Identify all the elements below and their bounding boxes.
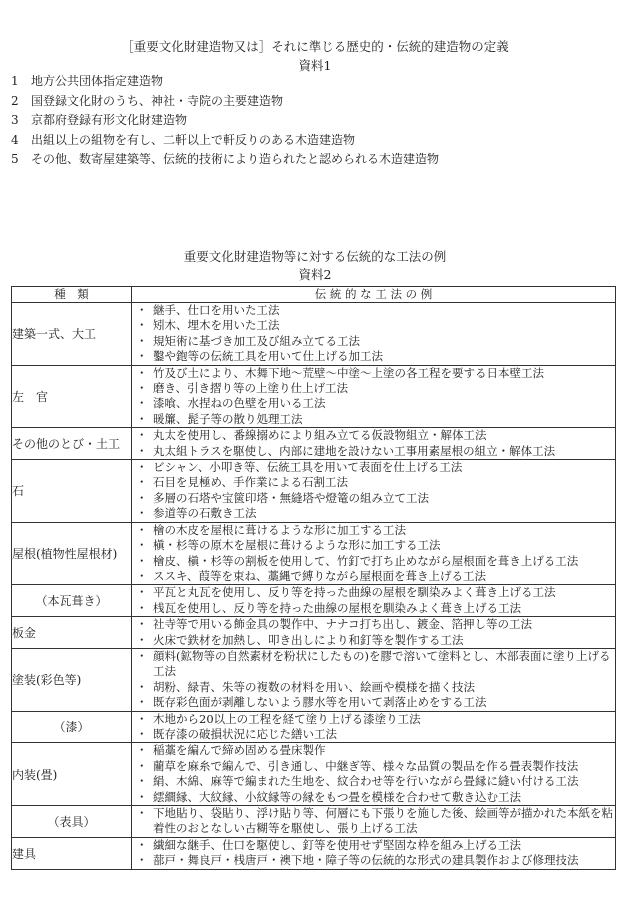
table-row <box>12 585 616 617</box>
definition-item <box>11 150 439 170</box>
method-item: ・ 規矩術に基づき加工及び組み立てる工法 <box>132 334 615 349</box>
definition-item-number: 4 <box>11 132 19 147</box>
method-item: ・ 継手、仕口を用いた工法 <box>132 303 615 318</box>
method-list <box>132 838 615 869</box>
method-cell <box>132 303 616 366</box>
method-item: ・ 暖簾、髭子等の散り処理工法 <box>132 412 615 427</box>
method-item: ・ 繧繝縁、大紋縁、小紋縁等の縁をもつ畳を模様を合わせて敷き込む工法 <box>132 790 615 805</box>
method-list <box>132 523 615 585</box>
method-list <box>132 712 615 743</box>
method-item: ・ 漆喰、水捏ねの色壁を用いる工法 <box>132 396 615 411</box>
category-cell: 板金 <box>12 617 132 649</box>
method-item: ・ 蔀戸・舞良戸・桟唐戸・襖下地・障子等の伝統的な形式の建具製作および修理技法 <box>132 853 615 868</box>
method-item: ・ 桟瓦を使用し、反り等を持った曲線の屋根を馴染みよく葺き上げる工法 <box>132 601 615 616</box>
table-row <box>12 648 616 711</box>
definition-item-text: 地方公共団体指定建造物 <box>31 74 164 88</box>
method-list <box>132 617 615 648</box>
category-cell: 建築一式、大工 <box>12 303 132 366</box>
method-item: ・ 下地貼り、袋貼り、浮け貼り等、何層にも下張りを施した後、絵画等が描かれた本紙を粘着性のおとなしい古糊等を駆使し、張り上げる工法 <box>132 806 615 837</box>
method-cell <box>132 460 616 523</box>
definition-item <box>11 131 439 151</box>
method-item: ・ 竹及び土により、木舞下地～荒壁～中塗～上塗の各工程を要する日本壁工法 <box>132 366 615 381</box>
method-cell <box>132 806 616 838</box>
method-cell <box>132 648 616 711</box>
definition-item-text: 出組以上の組物を有し、二軒以上で軒反りのある木造建造物 <box>31 132 356 147</box>
method-cell <box>132 743 616 806</box>
method-item: ・ 藺草を麻糸で編んで、引き通し、中継ぎ等、様々な品質の製品を作る畳表製作技法 <box>132 759 615 774</box>
category-cell: （漆） <box>12 711 132 743</box>
method-cell <box>132 837 616 869</box>
method-item: ・ 多層の石塔や宝篋印塔・無縫塔や燈篭の組み立て工法 <box>132 491 615 506</box>
method-item: ・ ビシャン、小叩き等、伝統工具を用いて表面を仕上げる工法 <box>132 460 615 475</box>
method-list <box>132 460 615 522</box>
definition-item-number: 2 <box>11 93 19 108</box>
header-method: 伝 統 的 な 工 法 の 例 <box>132 287 616 303</box>
category-cell: 塗装(彩色等) <box>12 648 132 711</box>
table-row <box>12 743 616 806</box>
category-cell: その他のとび・土工 <box>12 428 132 460</box>
category-cell: （本瓦葺き） <box>12 585 132 617</box>
definition-item-text: 国登録文化財のうち、神社・寺院の主要建造物 <box>31 93 284 108</box>
method-item: ・ 矧木、埋木を用いた工法 <box>132 318 615 333</box>
method-list <box>132 806 615 837</box>
method-item: ・ 石目を見極め、手作業による石割工法 <box>132 475 615 490</box>
method-item: ・ 顔料(鉱物等の自然素材を粉状にしたもの)を膠で溶いて塗料とし、木部表面に塗り上げる工法 <box>132 649 615 680</box>
method-cell <box>132 522 616 585</box>
method-item: ・ 既存彩色面が剥離しないよう膠水等を用いて剥落止めをする工法 <box>132 695 615 710</box>
method-item: ・ 木地から20以上の工程を経て塗り上げる漆塗り工法 <box>132 712 615 727</box>
method-cell <box>132 617 616 649</box>
method-list <box>132 303 615 365</box>
definition-item <box>11 72 439 92</box>
method-item: ・ 社寺等で用いる飾金具の製作中、ナナコ打ち出し、鍍金、箔押し等の工法 <box>132 617 615 632</box>
table-row <box>12 522 616 585</box>
method-item: ・ 胡粉、緑青、朱等の複数の材料を用い、絵画や模様を描く技法 <box>132 680 615 695</box>
definition-item-text: 京都府登録有形文化財建造物 <box>31 113 188 128</box>
method-item: ・ 丸太を使用し、番線搦めにより組み立てる仮設物組立・解体工法 <box>132 428 615 443</box>
category-cell: 屋根(植物性屋根材) <box>12 522 132 585</box>
definition-item-text: その他、数寄屋建築等、伝統的技術により造られたと認められる木造建造物 <box>31 152 440 167</box>
method-item: ・ 檜の木皮を屋根に葺けるような形に加工する工法 <box>132 523 615 538</box>
method-item: ・ 槇・杉等の原木を屋根に葺けるような形に加工する工法 <box>132 538 615 553</box>
header-category: 種 類 <box>12 287 132 303</box>
definition-label: 資料1 <box>298 58 332 73</box>
method-cell <box>132 365 616 428</box>
method-item: ・ 火床で鉄材を加熱し、叩き出しにより和釘等を製作する工法 <box>132 633 615 648</box>
method-cell <box>132 428 616 460</box>
category-cell: 左 官 <box>12 365 132 428</box>
method-list <box>132 585 615 616</box>
method-list <box>132 428 615 459</box>
method-item: ・ 檜皮、槇・杉等の割板を使用して、竹釘で打ち止めながら屋根面を葺き上げる工法 <box>132 554 615 569</box>
method-item: ・ 参道等の石敷き工法 <box>132 506 615 521</box>
methods-label: 資料2 <box>298 267 332 282</box>
category-cell: 内装(畳) <box>12 743 132 806</box>
category-cell: 建具 <box>12 837 132 869</box>
table-row <box>12 365 616 428</box>
table-row <box>12 837 616 869</box>
definition-item <box>11 92 439 112</box>
method-item: ・ 磨き、引き摺り等の上塗り仕上げ工法 <box>132 381 615 396</box>
table-row <box>12 303 616 366</box>
method-cell <box>132 711 616 743</box>
method-item: ・ 繊細な継手、仕口を駆使し、釘等を使用せず堅固な枠を組み上げる工法 <box>132 838 615 853</box>
method-list <box>132 366 615 428</box>
definition-title: ［重要文化財建造物又は］それに準じる歴史的・伝統的建造物の定義 <box>121 39 509 54</box>
category-cell: 石 <box>12 460 132 523</box>
method-item: ・ ススキ、葭等を束ね、藁縄で縛りながら屋根面を葺き上げる工法 <box>132 569 615 584</box>
definition-item-number: 3 <box>11 113 19 128</box>
table-row <box>12 711 616 743</box>
category-cell: （表具） <box>12 806 132 838</box>
method-item: ・ 既存漆の破損状況に応じた繕い工法 <box>132 727 615 742</box>
definition-list <box>11 72 439 170</box>
table-row <box>12 617 616 649</box>
method-list <box>132 743 615 805</box>
methods-title: 重要文化財建造物等に対する伝統的な工法の例 <box>183 249 447 264</box>
definition-item-number: 1 <box>11 74 19 88</box>
method-list <box>132 649 615 711</box>
method-item: ・ 絹、木綿、麻等で編まれた生地を、紋合わせ等を行いながら畳縁に縫い付ける工法 <box>132 774 615 789</box>
table-row <box>12 428 616 460</box>
method-item: ・ 平瓦と丸瓦を使用し、反り等を持った曲線の屋根を馴染みよく葺き上げる工法 <box>132 585 615 600</box>
method-cell <box>132 585 616 617</box>
table-row <box>12 460 616 523</box>
method-item: ・ 丸太組トラスを駆使し、内部に建地を設けない工事用素屋根の組立・解体工法 <box>132 444 615 459</box>
table-header-row <box>12 287 616 303</box>
definition-item <box>11 111 439 131</box>
methods-table <box>11 286 616 870</box>
method-item: ・ 鑿や鉋等の伝統工具を用いて仕上げる加工法 <box>132 349 615 364</box>
method-item: ・ 稲藁を編んで締め固める畳床製作 <box>132 743 615 758</box>
definition-item-number: 5 <box>11 152 19 167</box>
table-row <box>12 806 616 838</box>
